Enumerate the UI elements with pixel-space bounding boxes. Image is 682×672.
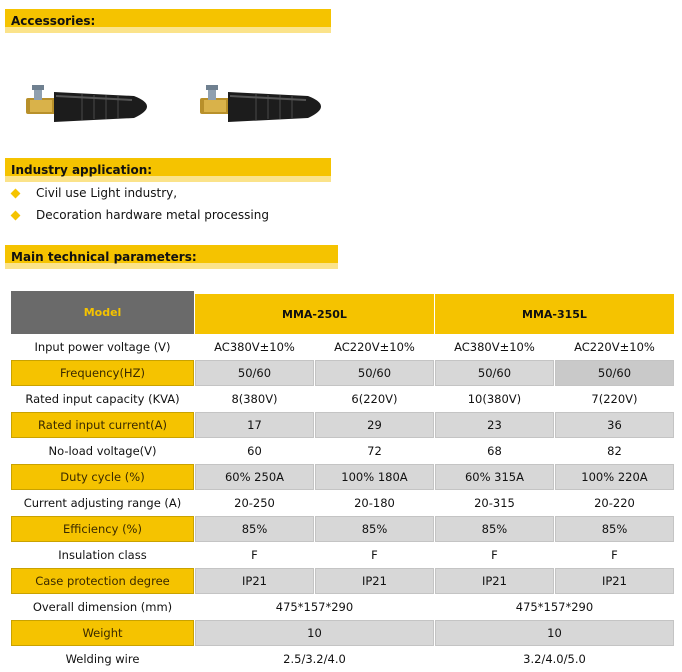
parameter-value: 475*157*290 (515, 600, 594, 614)
parameter-value: 50/60 (435, 360, 554, 386)
parameter-value: 20-250 (234, 496, 275, 510)
parameter-value: AC220V±10% (574, 340, 655, 354)
table-row (11, 387, 674, 411)
parameter-value: 20-315 (474, 496, 515, 510)
parameter-value: 50/60 (195, 360, 314, 386)
parameter-value: F (491, 548, 498, 562)
parameter-label: Weight (11, 620, 194, 646)
diamond-bullet-icon (11, 189, 21, 199)
parameter-value: 60% 315A (435, 464, 554, 490)
parameter-value: 8(380V) (231, 392, 278, 406)
table-row (11, 491, 674, 515)
technical-parameters-table (10, 290, 675, 672)
parameter-label: Rated input capacity (KVA) (25, 392, 180, 406)
model-name: MMA-250L (195, 291, 434, 334)
parameter-value: 475*157*290 (275, 600, 354, 614)
parameter-value: AC220V±10% (334, 340, 415, 354)
parameter-label: Overall dimension (mm) (32, 600, 173, 614)
parameter-value: F (371, 548, 378, 562)
parameter-value: IP21 (195, 568, 314, 594)
parameter-label: Case protection degree (11, 568, 194, 594)
parameter-value: 85% (315, 516, 434, 542)
parameter-value: 3.2/4.0/5.0 (523, 652, 586, 666)
parameter-label: Efficiency (%) (11, 516, 194, 542)
parameter-value: 100% 180A (315, 464, 434, 490)
industry-application-header: Industry application: (5, 158, 331, 182)
parameter-value: IP21 (315, 568, 434, 594)
technical-parameters-header: Main technical parameters: (5, 245, 338, 269)
parameter-value: 10 (435, 620, 674, 646)
cable-plug-image (22, 82, 162, 132)
parameter-label: Welding wire (65, 652, 140, 666)
table-row (11, 464, 674, 490)
model-name: MMA-315L (435, 291, 674, 334)
parameter-value: 7(220V) (591, 392, 638, 406)
diamond-bullet-icon (11, 211, 21, 221)
parameter-label: Input power voltage (V) (34, 340, 171, 354)
parameter-label: No-load voltage(V) (48, 444, 157, 458)
parameter-value: 17 (195, 412, 314, 438)
parameter-value: AC380V±10% (214, 340, 295, 354)
table-row (11, 543, 674, 567)
parameter-label: Rated input current(A) (11, 412, 194, 438)
parameter-value: 20-220 (594, 496, 635, 510)
accessories-header: Accessories: (5, 9, 331, 33)
table-row (11, 516, 674, 542)
parameter-value: AC380V±10% (454, 340, 535, 354)
parameter-value: 6(220V) (351, 392, 398, 406)
table-row (11, 360, 674, 386)
table-row (11, 595, 674, 619)
parameter-value: 10(380V) (467, 392, 522, 406)
parameter-label: Frequency(HZ) (11, 360, 194, 386)
parameter-value: 85% (555, 516, 674, 542)
parameter-label: Duty cycle (%) (11, 464, 194, 490)
parameter-value: 60 (247, 444, 262, 458)
parameter-value: 60% 250A (195, 464, 314, 490)
parameter-value: F (251, 548, 258, 562)
table-row (11, 439, 674, 463)
parameter-value: 85% (195, 516, 314, 542)
parameter-value: 50/60 (315, 360, 434, 386)
table-header-row (11, 291, 674, 334)
parameter-label: Current adjusting range (A) (23, 496, 182, 510)
table-row (11, 335, 674, 359)
parameter-label: Insulation class (58, 548, 147, 562)
parameter-value: 36 (555, 412, 674, 438)
parameter-value: 68 (487, 444, 502, 458)
parameter-value: 82 (607, 444, 622, 458)
parameter-value: IP21 (555, 568, 674, 594)
parameter-value: F (611, 548, 618, 562)
parameter-value: IP21 (435, 568, 554, 594)
cable-plug-image (196, 82, 336, 132)
parameter-value: 72 (367, 444, 382, 458)
table-row (11, 647, 674, 671)
table-row (11, 620, 674, 646)
parameter-value: 20-180 (354, 496, 395, 510)
parameter-value: 85% (435, 516, 554, 542)
table-row (11, 412, 674, 438)
parameter-value: 2.5/3.2/4.0 (283, 652, 346, 666)
model-header-cell: Model (11, 291, 194, 334)
parameter-value: 100% 220A (555, 464, 674, 490)
table-row (11, 568, 674, 594)
parameter-value: 23 (435, 412, 554, 438)
parameter-value: 50/60 (555, 360, 674, 386)
parameter-value: 10 (195, 620, 434, 646)
parameter-value: 29 (315, 412, 434, 438)
